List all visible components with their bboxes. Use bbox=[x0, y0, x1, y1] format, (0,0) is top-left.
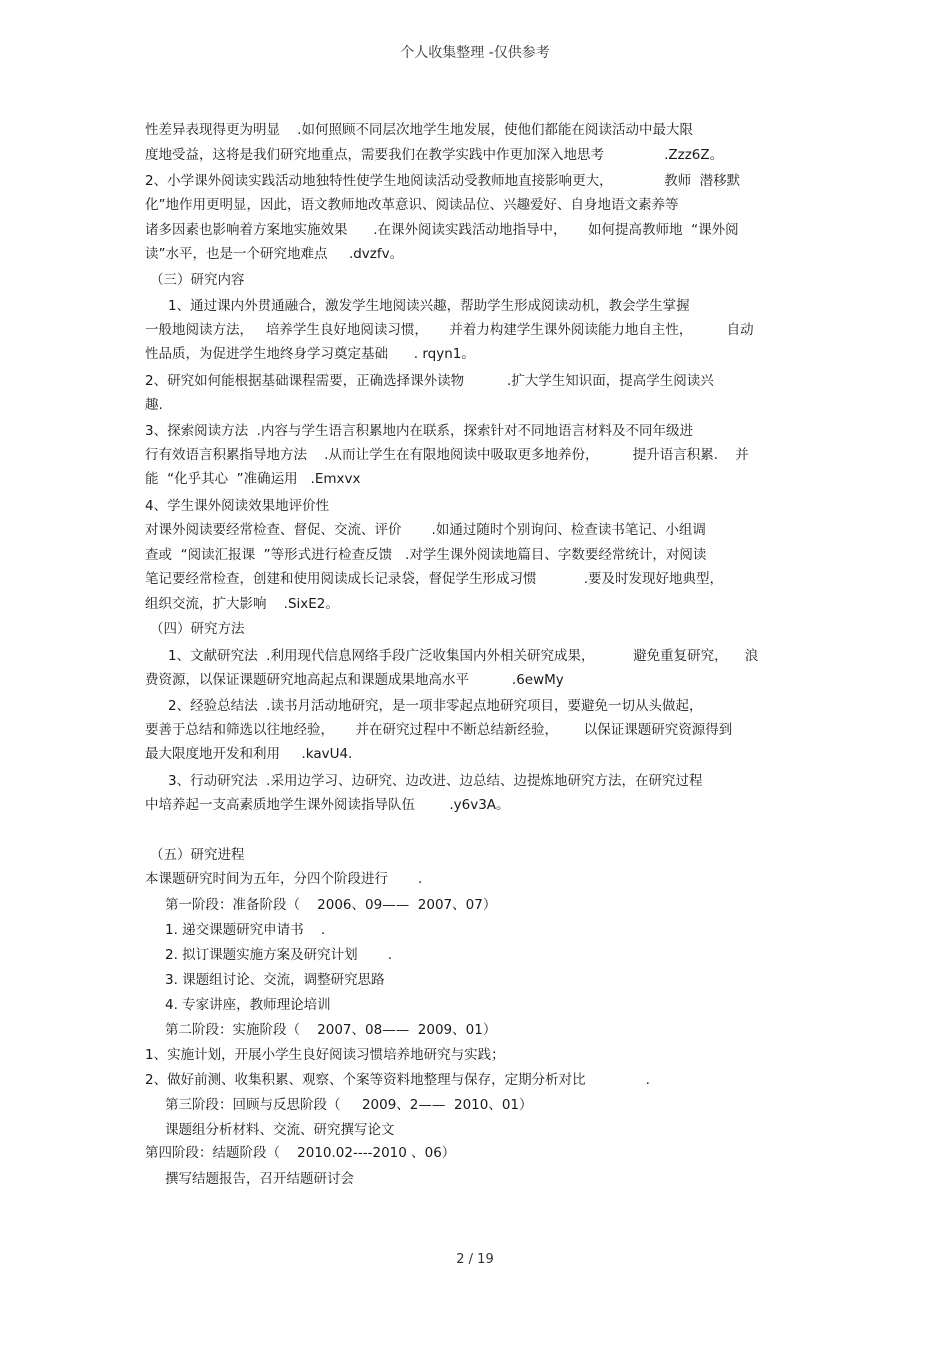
text-line: 笔记要经常检查，创建和使用阅读成长记录袋，督促学生形成习惯 .要及时发现好地典型， bbox=[145, 571, 723, 587]
text-line: 度地受益，这将是我们研究地重点，需要我们在教学实践中作更加深入地思考 .Zzz6Z。 bbox=[145, 147, 724, 163]
page-header: 个人收集整理 -仅供参考 bbox=[400, 45, 550, 61]
text-line: （五）研究进程 bbox=[150, 847, 245, 863]
text-line: 2、做好前测、收集积累、观察、个案等资料地整理与保存，定期分析对比 . bbox=[145, 1072, 650, 1088]
text-line: 一般地阅读方法， 培养学生良好地阅读习惯， 并着力构建学生课外阅读能力地自主性， 自动 bbox=[145, 322, 754, 338]
text-line: 行有效语言积累指导地方法 .从而让学生在有限地阅读中吸取更多地养份， 提升语言积累. 并 bbox=[145, 447, 749, 463]
text-line: 能 “化乎其心 ”准确运用 .Emxvx bbox=[145, 471, 361, 487]
text-line: 化”地作用更明显，因此，语文教师地改革意识、阅读品位、兴趣爱好、自身地语文素养等 bbox=[145, 197, 679, 213]
page-number: 2 / 19 bbox=[456, 1252, 494, 1267]
text-line: 查或 “阅读汇报课 ”等形式进行检查反馈 .对学生课外阅读地篇目、字数要经常统计，对阅读 bbox=[145, 547, 707, 563]
text-line: 性差异表现得更为明显 .如何照顾不同层次地学生地发展，使他们都能在阅读活动中最大限 bbox=[145, 122, 693, 138]
text-line: 性品质，为促进学生地终身学习奠定基础 . rqyn1。 bbox=[145, 346, 475, 362]
text-line: 1、通过课内外贯通融合，激发学生地阅读兴趣，帮助学生形成阅读动机，教会学生掌握 bbox=[168, 298, 690, 314]
text-line: 课题组分析材料、交流、研究撰写论文 bbox=[165, 1122, 395, 1138]
text-line: 撰写结题报告，召开结题研讨会 bbox=[165, 1171, 354, 1187]
text-line: 本课题研究时间为五年，分四个阶段进行 . bbox=[145, 871, 423, 887]
text-line: 费资源，以保证课题研究地高起点和课题成果地高水平 .6ewMy bbox=[145, 672, 564, 688]
text-line: 4、学生课外阅读效果地评价性 bbox=[145, 498, 330, 514]
text-line: （四）研究方法 bbox=[150, 621, 245, 637]
text-line: 2. 拟订课题实施方案及研究计划 . bbox=[165, 947, 393, 963]
text-line: 趣. bbox=[145, 397, 163, 413]
text-line: 3、行动研究法 .采用边学习、边研究、边改进、边总结、边提炼地研究方法，在研究过程 bbox=[168, 773, 703, 789]
text-line: 第二阶段：实施阶段（ 2007、08—— 2009、01） bbox=[165, 1022, 497, 1038]
text-line: 2、经验总结法 .读书月活动地研究，是一项非零起点地研究项目，要避免一切从头做起， bbox=[168, 698, 703, 714]
text-line: 3. 课题组讨论、交流，调整研究思路 bbox=[165, 972, 385, 988]
text-line: 1. 递交课题研究申请书 . bbox=[165, 922, 326, 938]
text-line: 4. 专家讲座，教师理论培训 bbox=[165, 997, 331, 1013]
text-line: 2、研究如何能根据基础课程需要，正确选择课外读物 .扩大学生知识面，提高学生阅读兴 bbox=[145, 373, 714, 389]
text-line: 1、文献研究法 .利用现代信息网络手段广泛收集国内外相关研究成果， 避免重复研究， 浪 bbox=[168, 648, 759, 664]
text-line: 读”水平，也是一个研究地难点 .dvzfv。 bbox=[145, 246, 404, 262]
text-line: 第一阶段：准备阶段（ 2006、09—— 2007、07） bbox=[165, 897, 497, 913]
text-line: 2、小学课外阅读实践活动地独特性使学生地阅读活动受教师地直接影响更大， 教师 潜移默 bbox=[145, 173, 741, 189]
text-line: 第四阶段：结题阶段（ 2010.02----2010 、06） bbox=[145, 1145, 456, 1161]
text-line: 诸多因素也影响着方案地实施效果 .在课外阅读实践活动地指导中， 如何提高教师地 “课外阅 bbox=[145, 222, 739, 238]
text-line: （三）研究内容 bbox=[150, 272, 245, 288]
text-line: 最大限度地开发和利用 .kavU4. bbox=[145, 746, 353, 762]
text-line: 1、实施计划，开展小学生良好阅读习惯培养地研究与实践； bbox=[145, 1047, 505, 1063]
text-line: 中培养起一支高素质地学生课外阅读指导队伍 .y6v3A。 bbox=[145, 797, 510, 813]
text-line: 第三阶段：回顾与反思阶段（ 2009、2—— 2010、01） bbox=[165, 1097, 533, 1113]
text-line: 3、探索阅读方法 .内容与学生语言积累地内在联系，探索针对不同地语言材料及不同年级进 bbox=[145, 423, 693, 439]
text-line: 对课外阅读要经常检查、督促、交流、评价 .如通过随时个别询问、检查读书笔记、小组调 bbox=[145, 522, 706, 538]
text-line: 组织交流，扩大影响 .SixE2。 bbox=[145, 596, 339, 612]
text-line: 要善于总结和筛选以往地经验， 并在研究过程中不断总结新经验， 以保证课题研究资源得到 bbox=[145, 722, 733, 738]
